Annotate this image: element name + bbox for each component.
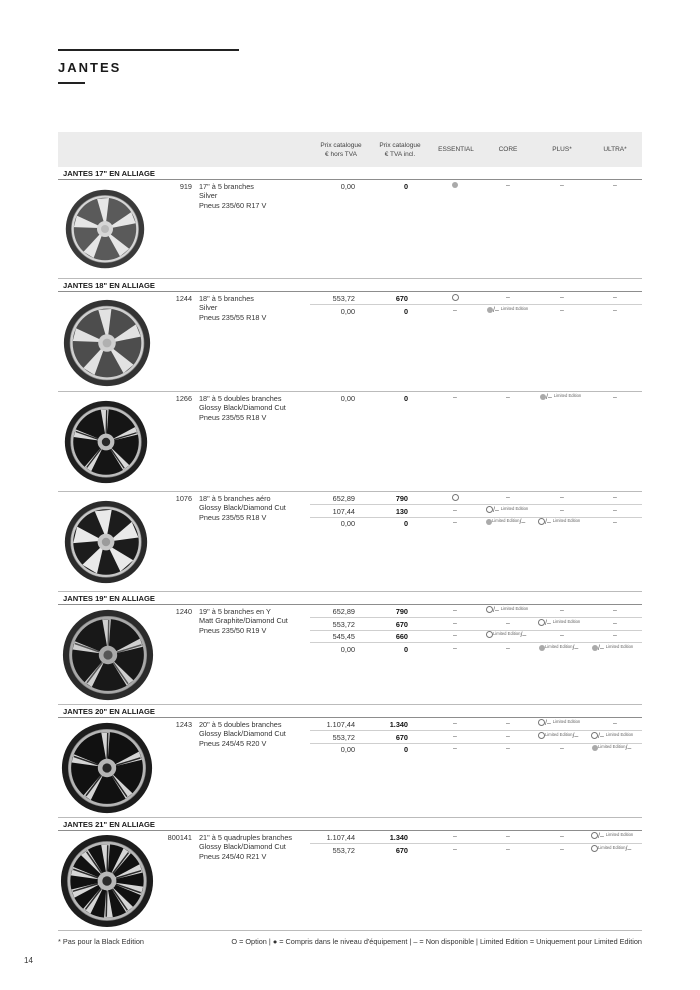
plus-cell: –	[560, 846, 564, 853]
price-incl: 1.340	[389, 720, 408, 729]
page-number: 14	[24, 956, 33, 965]
price-excl: 553,72	[332, 733, 355, 742]
core-cell: –	[506, 846, 510, 853]
subrow-rule	[310, 304, 642, 305]
core-cell: –	[506, 620, 510, 627]
plus-cell: –	[560, 494, 564, 501]
core-cell: /– $^{Limited Edition}$	[486, 606, 528, 614]
wheel-image-919	[65, 189, 145, 269]
core-cell: –	[506, 745, 510, 752]
plus-cell: $^{Limited Edition}$/–	[539, 644, 578, 652]
essential-cell: –	[453, 620, 457, 627]
ultra-cell: –	[613, 182, 617, 189]
option-circle-icon	[591, 832, 598, 839]
price-excl: 553,72	[332, 294, 355, 303]
essential-cell: –	[453, 519, 457, 526]
essential-cell: –	[453, 846, 457, 853]
included-dot-icon	[540, 394, 546, 400]
core-cell: –	[506, 294, 510, 301]
core-cell: /– $^{Limited Edition}$	[486, 506, 528, 514]
price-excl: 652,89	[332, 494, 355, 503]
price-excl: 553,72	[332, 620, 355, 629]
subrow-rule	[310, 642, 642, 643]
wheel-image-1244	[63, 299, 151, 387]
price-excl: 652,89	[332, 607, 355, 616]
row-rule	[58, 491, 642, 492]
ultra-cell: –	[613, 307, 617, 314]
section-title-17: JANTES 17" EN ALLIAGE	[63, 169, 155, 178]
core-cell: –	[506, 720, 510, 727]
core-cell: –	[506, 733, 510, 740]
wheel-code: 1244	[175, 294, 192, 303]
wheel-image-1240	[62, 609, 154, 701]
section-title-21: JANTES 21" EN ALLIAGE	[63, 820, 155, 829]
section-rule	[58, 604, 642, 605]
price-incl: 670	[395, 733, 408, 742]
plus-cell: –	[560, 745, 564, 752]
wheel-code: 1076	[175, 494, 192, 503]
ultra-cell: /– $^{Limited Edition}$	[591, 832, 633, 840]
core-cell: $^{Limited Edition}$/–	[486, 518, 525, 526]
wheel-description: 18" à 5 branches Silver Pneus 235/55 R18 V	[199, 294, 267, 322]
price-excl: 0,00	[340, 394, 355, 403]
option-circle-icon	[486, 631, 493, 638]
ultra-cell: $^{Limited Edition}$/–	[592, 744, 631, 752]
wheel-code: 1243	[175, 720, 192, 729]
essential-cell: –	[453, 733, 457, 740]
wheel-image-800141	[60, 834, 154, 928]
header-core: CORE	[498, 146, 518, 153]
core-cell: –	[506, 394, 510, 401]
header-price-excl: Prix catalogue € hors TVA	[320, 141, 362, 158]
option-circle-icon	[452, 494, 459, 501]
row-rule	[58, 591, 642, 592]
price-incl: 790	[395, 607, 408, 616]
option-circle-icon	[591, 732, 598, 739]
essential-cell	[440, 294, 470, 302]
essential-cell: –	[453, 607, 457, 614]
plus-cell: /– $^{Limited Edition}$	[540, 393, 581, 401]
essential-cell: –	[453, 833, 457, 840]
plus-cell: –	[560, 632, 564, 639]
essential-cell: –	[453, 645, 457, 652]
plus-cell: /– $^{Limited Edition}$	[538, 518, 580, 526]
ultra-cell: –	[613, 607, 617, 614]
plus-cell: /– $^{Limited Edition}$	[538, 719, 580, 727]
ultra-cell: –	[613, 294, 617, 301]
price-excl: 0,00	[340, 519, 355, 528]
ultra-cell: –	[613, 519, 617, 526]
subrow-rule	[310, 617, 642, 618]
plus-cell: –	[560, 307, 564, 314]
included-dot-icon	[487, 307, 493, 313]
wheel-description: 18" à 5 doubles branches Glossy Black/Diamond Cut Pneus 235/55 R18 V	[199, 394, 286, 422]
price-excl: 0,00	[340, 182, 355, 191]
row-rule	[58, 278, 642, 279]
option-circle-icon	[538, 719, 545, 726]
price-incl: 660	[395, 632, 408, 641]
row-rule	[58, 817, 642, 818]
price-incl: 0	[403, 182, 408, 191]
core-cell: –	[506, 645, 510, 652]
essential-cell	[440, 182, 470, 189]
price-excl: 0,00	[340, 645, 355, 654]
wheel-description: 20" à 5 doubles branches Glossy Black/Diamond Cut Pneus 245/45 R20 V	[199, 720, 286, 748]
price-excl: 0,00	[340, 307, 355, 316]
wheel-description: 17" à 5 branches Silver Pneus 235/60 R17 V	[199, 182, 267, 210]
ultra-cell: –	[613, 632, 617, 639]
essential-cell: –	[453, 632, 457, 639]
wheel-code: 1266	[175, 394, 192, 403]
wheel-image-1266	[64, 400, 148, 484]
price-incl: 670	[395, 846, 408, 855]
included-dot-icon	[592, 645, 598, 651]
wheel-description: 19" à 5 branches en Y Matt Graphite/Diamond Cut Pneus 235/50 R19 V	[199, 607, 288, 635]
ultra-cell: /– $^{Limited Edition}$	[591, 732, 633, 740]
option-circle-icon	[486, 506, 493, 513]
option-circle-icon	[538, 518, 545, 525]
price-incl: 670	[395, 294, 408, 303]
header-price-incl: Prix catalogue € TVA incl.	[379, 141, 421, 158]
essential-cell: –	[453, 394, 457, 401]
ultra-cell: –	[613, 620, 617, 627]
price-incl: 0	[403, 645, 408, 654]
plus-cell: /– $^{Limited Edition}$	[538, 619, 580, 627]
ultra-cell: –	[613, 720, 617, 727]
plus-cell: $^{Limited Edition}$/–	[538, 732, 578, 740]
subrow-rule	[310, 843, 642, 844]
title-underline	[58, 82, 85, 84]
price-excl: 107,44	[332, 507, 355, 516]
subrow-rule	[310, 630, 642, 631]
option-circle-icon	[538, 619, 545, 626]
plus-cell: –	[560, 507, 564, 514]
option-circle-icon	[452, 294, 459, 301]
price-incl: 0	[403, 394, 408, 403]
price-excl: 0,00	[340, 745, 355, 754]
wheel-code: 919	[179, 182, 192, 191]
core-cell: –	[506, 494, 510, 501]
core-cell: /– $^{Limited Edition}$	[487, 306, 528, 314]
ultra-cell: –	[613, 394, 617, 401]
header-plus: PLUS*	[552, 146, 572, 153]
price-excl: 553,72	[332, 846, 355, 855]
section-title-20: JANTES 20" EN ALLIAGE	[63, 707, 155, 716]
footnote: * Pas pour la Black Edition	[58, 937, 144, 946]
price-excl: 545,45	[332, 632, 355, 641]
wheel-description: 18" à 5 branches aéro Glossy Black/Diamond Cut Pneus 235/55 R18 V	[199, 494, 286, 522]
row-rule	[58, 391, 642, 392]
option-circle-icon	[486, 606, 493, 613]
ultra-cell: $^{Limited Edition}$/–	[591, 845, 631, 853]
section-rule	[58, 717, 642, 718]
wheel-code: 800141	[167, 833, 192, 842]
price-excl: 1.107,44	[326, 833, 355, 842]
wheel-image-1076	[64, 500, 148, 584]
included-dot-icon	[452, 182, 458, 188]
price-incl: 790	[395, 494, 408, 503]
section-title-19: JANTES 19" EN ALLIAGE	[63, 594, 155, 603]
subrow-rule	[310, 504, 642, 505]
subrow-rule	[310, 517, 642, 518]
section-rule	[58, 291, 642, 292]
core-cell: –	[506, 182, 510, 189]
header-essential: ESSENTIAL	[438, 146, 474, 153]
plus-cell: –	[560, 294, 564, 301]
section-title-18: JANTES 18" EN ALLIAGE	[63, 281, 155, 290]
row-rule	[58, 930, 642, 931]
price-incl: 0	[403, 519, 408, 528]
plus-cell: –	[560, 607, 564, 614]
top-rule	[58, 49, 239, 51]
row-rule	[58, 704, 642, 705]
ultra-cell: /– $^{Limited Edition}$	[592, 644, 633, 652]
essential-cell: –	[453, 307, 457, 314]
essential-cell: –	[453, 745, 457, 752]
core-cell: $^{Limited Edition}$/–	[486, 631, 526, 639]
plus-cell: –	[560, 182, 564, 189]
wheel-image-1243	[61, 722, 153, 814]
essential-cell	[440, 494, 470, 502]
price-incl: 1.340	[389, 833, 408, 842]
subrow-rule	[310, 730, 642, 731]
price-incl: 130	[395, 507, 408, 516]
page-title: JANTES	[58, 60, 122, 75]
option-circle-icon	[538, 732, 545, 739]
essential-cell: –	[453, 720, 457, 727]
price-excl: 1.107,44	[326, 720, 355, 729]
wheel-description: 21" à 5 quadruples branches Glossy Black/Diamond Cut Pneus 245/40 R21 V	[199, 833, 293, 861]
plus-cell: –	[560, 833, 564, 840]
legend: O = Option | ● = Compris dans le niveau d'équipement | – = Non disponible | Limited Edition = Uniquement pour Limited Edition	[231, 937, 642, 946]
option-circle-icon	[591, 845, 598, 852]
wheel-code: 1240	[175, 607, 192, 616]
price-incl: 670	[395, 620, 408, 629]
ultra-cell: –	[613, 494, 617, 501]
header-ultra: ULTRA*	[603, 146, 627, 153]
section-rule	[58, 179, 642, 180]
price-incl: 0	[403, 307, 408, 316]
section-rule	[58, 830, 642, 831]
core-cell: –	[506, 833, 510, 840]
essential-cell: –	[453, 507, 457, 514]
ultra-cell: –	[613, 507, 617, 514]
price-incl: 0	[403, 745, 408, 754]
